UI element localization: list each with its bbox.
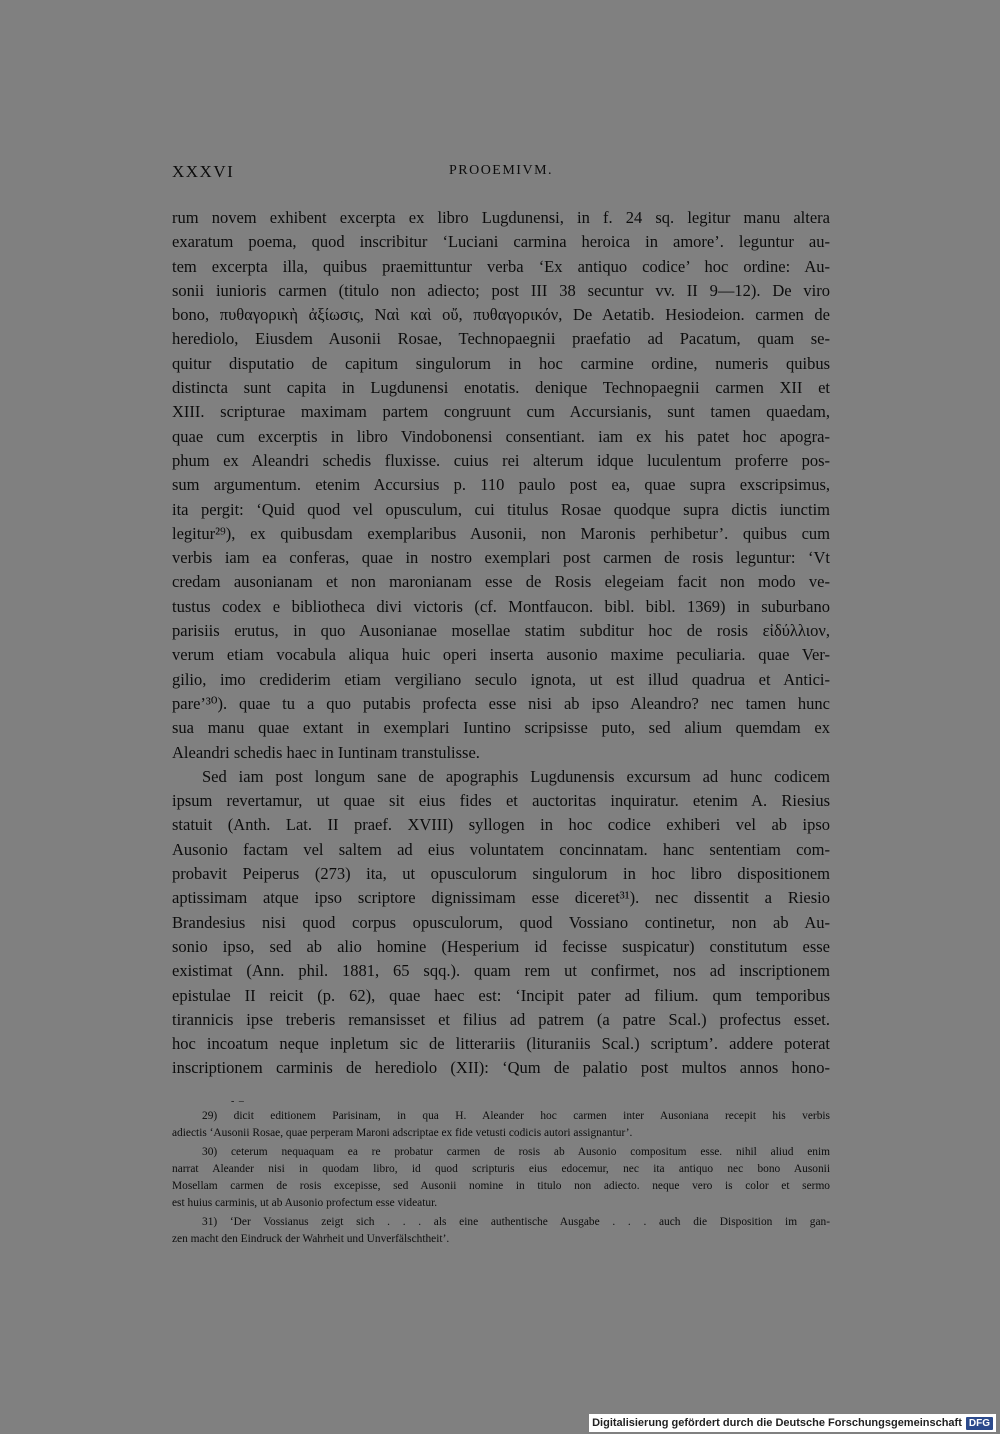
text-line: existimat (Ann. phil. 1881, 65 sqq.). quam rem ut confirmet, nos ad inscriptionem	[172, 961, 830, 981]
text-line: gilio, imo crediderim etiam vergiliano seculo ignota, ut est illud quadrua et Antici-	[172, 669, 830, 689]
text-line: tirannicis ipse treberis remansisset et filius ad patrem (a patre Scal.) profectus esset.	[172, 1009, 830, 1029]
text-line: sonio ipso, sed ab alio homine (Hesperium id fecisse suspicatur) constitutum esse	[172, 936, 830, 956]
text-line: probavit Peiperus (273) ita, ut opusculorum singulorum in hoc libro dispositionem	[172, 864, 830, 884]
text-line: rum novem exhibent excerpta ex libro Lugdunensi, in f. 24 sq. legitur manu altera	[172, 208, 830, 227]
text-line: epistulae II reicit (p. 62), quae haec est: ‘Incipit pater ad filium. qum temporibus	[172, 985, 830, 1005]
text-line: tustus codex e bibliotheca divi victoris (cf. Montfaucon. bibl. bibl. 1369) in suburbano	[172, 596, 830, 616]
paragraph-start-line: Sed iam post longum sane de apographis Lugdunensis excursum ad hunc codicem	[202, 766, 830, 786]
text-line: legitur²⁹), ex quibusdam exemplaribus Ausonii, non Maronis perhibetur’. quibus cum	[172, 523, 830, 543]
footnote-line: 29) dicit editionem Parisinam, in qua H. Aleander hoc carmen inter Ausoniana recepit his verbis	[202, 1110, 830, 1122]
text-line: bono, πυθαγορικὴ ἀξίωσις, Ναὶ καὶ οὔ, πυθαγορικόν, De Aetatib. Hesiodeion. carmen de	[172, 305, 830, 325]
text-line: phum ex Aleandri schedis fluxisse. cuius rei alterum idque luculentum proferre pos-	[172, 450, 830, 470]
digitization-credit	[589, 1414, 996, 1432]
dfg-logo: DFG	[966, 1417, 993, 1430]
footnote-line: 31) ‘Der Vossianus zeigt sich . . . als eine authentische Ausgabe . . . auch die Disposition im gan-	[202, 1216, 830, 1228]
footnote-line: 30) ceterum nequaquam ea re probatur carmen de rosis ab Ausonio compositum esse. nihil aliud enim	[202, 1146, 830, 1158]
running-title: PROOEMIVM.	[448, 163, 554, 178]
text-line: quitur disputatio de capitum singulorum in hoc carmine ordine, numeris quibus	[172, 353, 830, 373]
footnote-separator: ‐ ‒	[231, 1096, 245, 1107]
text-line: Brandesius nisi quod corpus opusculorum, quod Vossiano continetur, non ab Au-	[172, 912, 830, 932]
text-line: sua manu quae extant in exemplari Iuntino scripsisse puto, sed alium quemdam ex	[172, 718, 830, 738]
text-line: hoc incoatum neque inpletum sic de litterariis (lituraniis Scal.) scriptum’. addere poterat	[172, 1034, 830, 1054]
text-line: Ausonio factam vel saltem ad eius voluntatem concinnatam. hanc sententiam com-	[172, 839, 830, 859]
credit-text: Digitalisierung gefördert durch die Deutsche Forschungsgemeinschaft	[592, 1417, 962, 1429]
footnote-line: Mosellam carmen de rosis excepisse, sed Ausonii nomine in titulo non adiecto. neque vero is color et sermo	[172, 1180, 830, 1192]
page-header	[172, 162, 830, 184]
text-line: sum argumentum. etenim Accursius p. 110 paulo post ea, quae supra exscripsimus,	[172, 475, 830, 495]
text-line: tem excerpta illa, quibus praemittuntur verba ‘Ex antiquo codice’ hoc ordine: Au-	[172, 256, 830, 276]
body-text	[172, 206, 830, 1081]
text-line: credam ausonianam et non maronianam esse de Rosis elegeiam facit non modo ve-	[172, 572, 830, 592]
footnote-line: narrat Aleander nisi in quodam libro, id quod scripturis eius edocemur, nec ita antiquo nec bono Ausonii	[172, 1163, 830, 1175]
text-line: aptissimam atque ipso scriptore dignissimam esse diceret³¹). nec dissentit a Riesio	[172, 888, 830, 908]
text-line: sonii iunioris carmen (titulo non adiecto; post III 38 secuntur vv. II 9—12). De viro	[172, 280, 830, 300]
text-line: statuit (Anth. Lat. II praef. XVIII) syllogen in hoc codice exhiberi vel ab ipso	[172, 815, 830, 835]
text-line: inscriptionem carminis de herediolo (XII): ‘Qum de palatio post multos annos hono-	[172, 1058, 830, 1078]
text-line: ipsum revertamur, ut quae sit eius fides et auctoritas inquiratur. etenim A. Riesius	[172, 791, 830, 811]
text-line: ita pergit: ‘Quid quod vel opusculum, cui titulus Rosae quodque supra dictis iunctim	[172, 499, 830, 519]
footnote-line: adiectis ‘Ausonii Rosae, quae perperam Maroni adscriptae ex fide vetusti codicis autori assignantur’.	[172, 1127, 633, 1139]
text-line: herediolo, Eiusdem Ausonii Rosae, Technopaegnii praefatio ad Pacatum, quam se-	[172, 329, 830, 349]
footnote-line: est huius carminis, ut ab Ausonio profectum esse videatur.	[172, 1197, 438, 1209]
text-line: verbis iam ea conferas, quae in nostro exemplari post carmen de rosis leguntur: ‘Vt	[172, 548, 830, 568]
text-line: Aleandri schedis haec in Iuntinam transtulisse.	[172, 742, 480, 762]
text-line: XIII. scripturae maximam partem congruunt cum Accursianis, sunt tamen quaedam,	[172, 402, 830, 422]
text-line: parisiis erutus, in quo Ausonianae mosellae statim subditur hoc de rosis εἰδύλλιον,	[172, 621, 830, 641]
footnotes	[172, 1108, 830, 1248]
text-line: exaratum poema, quod inscribitur ‘Luciani carmina heroica in amore’. leguntur au-	[172, 232, 830, 252]
footnote-line: zen macht den Eindruck der Wahrheit und Unverfälschtheit’.	[172, 1233, 450, 1245]
text-line: distincta sunt capita in Lugdunensi enotatis. denique Technopaegnii carmen XII et	[172, 378, 830, 398]
text-line: pare’³⁰). quae tu a quo putabis profecta esse nisi ab ipso Aleandro? nec tamen hunc	[172, 693, 830, 713]
text-line: quae cum excerptis in libro Vindobonensi consentiant. iam ex his patet hoc apogra-	[172, 426, 830, 446]
text-line: verum etiam vocabula aliqua huic operi inserta ausonio maxime peculiaria. quae Ver-	[172, 645, 830, 665]
page-number: XXXVI	[172, 162, 235, 181]
